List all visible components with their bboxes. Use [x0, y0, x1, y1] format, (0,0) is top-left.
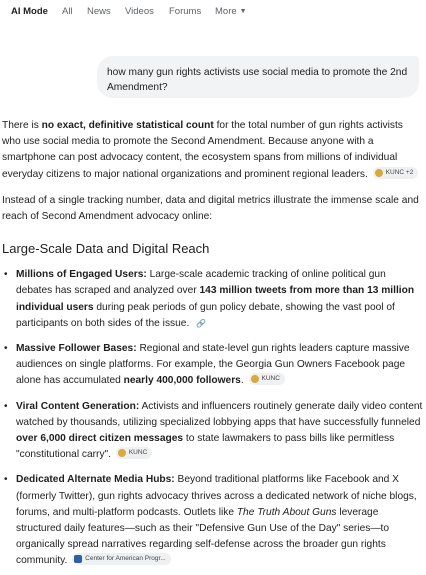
item-text: Large-scale academic tracking of online political gun debates has scraped and analyzed over — [16, 269, 386, 297]
list-item — [2, 472, 424, 569]
source-chip-label: KUNC — [261, 375, 280, 383]
section-heading: Large-Scale Data and Digital Reach — [2, 241, 210, 257]
source-chip-kunc[interactable] — [116, 447, 152, 459]
source-chip-label: KUNC +2 — [385, 168, 414, 176]
user-query-bubble — [97, 56, 419, 98]
item-italic: The Truth About Guns — [236, 506, 337, 518]
link-icon[interactable]: 🔗 — [196, 318, 207, 328]
cap-logo-icon — [74, 555, 82, 563]
source-chip-label: Center for American Progr... — [85, 555, 166, 563]
item-title: Massive Follower Bases: — [16, 343, 137, 355]
ai-answer — [2, 118, 424, 575]
kunc-logo-icon — [251, 375, 259, 383]
item-text-end: during peak periods of gun policy debate, showing the vast pool of participants on both sides of the issue. — [16, 301, 395, 329]
item-text: Regional and state-level gun rights leaders capture massive audiences on single platforms. For example, the Georgia Gun Owners Facebook page alone has accumulated — [16, 343, 410, 387]
item-text: Beyond traditional platforms like Facebook and X (formerly Twitter), gun rights advocacy thrives across a dedicated network of niche blogs, forums, and multi-platform podcasts. Outlets like — [16, 474, 417, 518]
tab-news[interactable]: News — [87, 6, 111, 17]
source-chip-label: KUNC — [128, 449, 148, 457]
tab-videos[interactable]: Videos — [125, 6, 154, 17]
search-tabs — [0, 0, 426, 24]
answer-second-paragraph: Instead of a single tracking number, data and digital metrics illustrate the immense scale and reach of Second Amendment advocacy online: — [2, 194, 419, 223]
source-chip-kunc[interactable] — [249, 373, 285, 385]
tab-more[interactable] — [215, 6, 247, 17]
list-item — [2, 267, 424, 332]
tab-all[interactable]: All — [62, 6, 73, 17]
caret-down-icon: ▼ — [239, 8, 247, 15]
list-item — [2, 341, 424, 390]
intro-bold: no exact, definitive statistical count — [41, 120, 214, 131]
item-text-end: . — [240, 375, 244, 387]
item-text-end: leverage structured daily features—such as their "Defensive Gun Use of the Day" series—to organically spread narratives regarding self-defense across the broader gun rights community. — [16, 506, 390, 567]
tab-forums[interactable]: Forums — [169, 6, 202, 17]
item-title: Dedicated Alternate Media Hubs: — [16, 474, 175, 486]
tab-ai-mode[interactable]: AI Mode — [11, 6, 48, 17]
item-title: Millions of Engaged Users: — [16, 269, 147, 281]
item-text-end: to state lawmakers to pass bills like permitless "constitutional carry". — [16, 433, 395, 461]
item-text: Activists and influencers routinely generate daily video content watched by thousands, utilizing specialized lobbying apps that have successfully funneled — [16, 400, 423, 428]
item-title: Viral Content Generation: — [16, 400, 140, 412]
item-bold: over 6,000 direct citizen messages — [16, 433, 184, 445]
kunc-logo-icon — [375, 169, 383, 177]
answer-intro-paragraph — [2, 118, 424, 183]
source-chip-cap[interactable] — [72, 553, 171, 565]
kunc-logo-icon — [118, 449, 126, 457]
tab-more-label: More — [215, 6, 237, 17]
reach-list — [2, 267, 424, 569]
source-chip-kunc-plus[interactable] — [373, 167, 419, 179]
item-bold: nearly 400,000 followers — [123, 375, 241, 387]
intro-text-2: for the total number of gun rights activists who use social media to promote the Second Amendment. Because anyone with a smartphone can post advocacy content, the ecosystem spans from millions of individual everyday citizens to major national organizations and prominent regional leaders. — [2, 120, 403, 180]
user-query-text: how many gun rights activists use social media to promote the 2nd Amendment? — [107, 67, 408, 93]
item-bold: 143 million tweets from more than 13 million individual users — [16, 285, 415, 313]
intro-text-1: There is — [2, 120, 42, 131]
list-item — [2, 399, 424, 464]
